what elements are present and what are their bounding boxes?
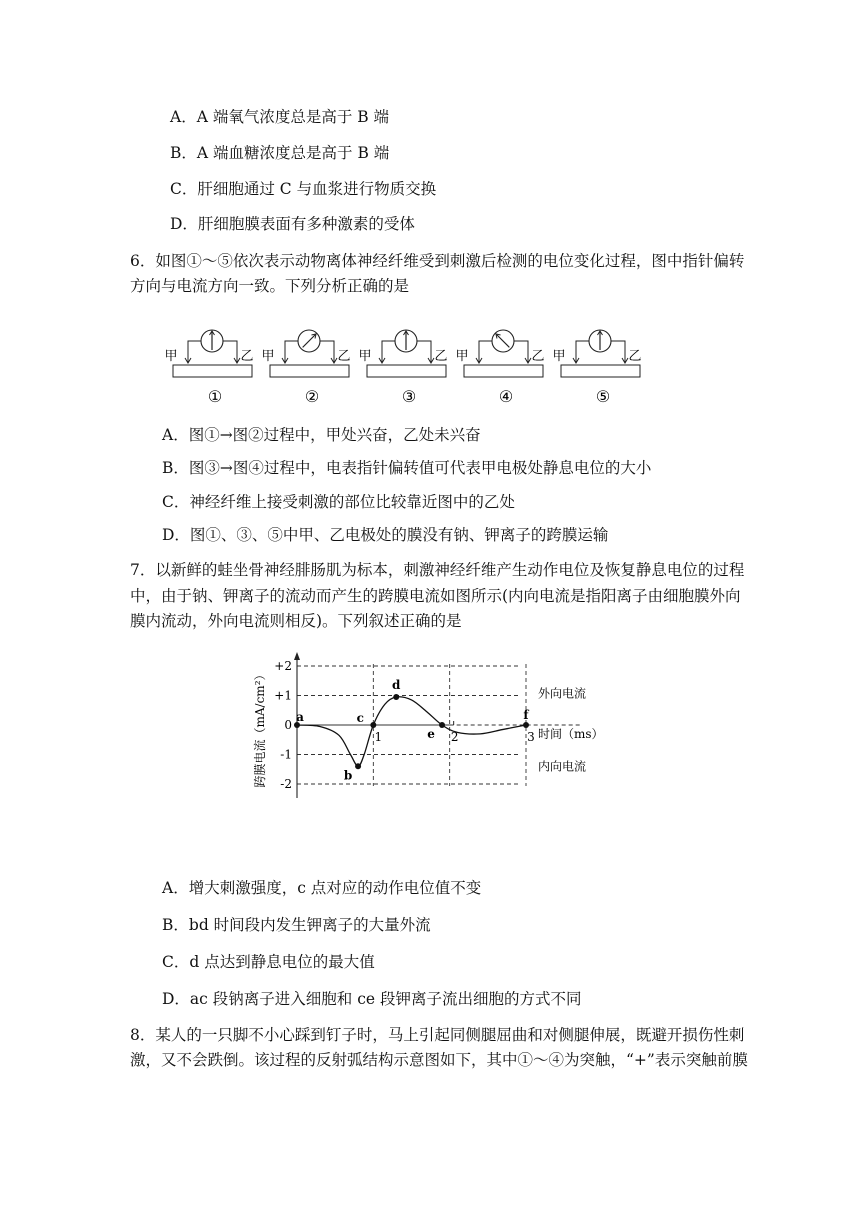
panel-number: ① <box>207 387 223 406</box>
y-tick-label: +2 <box>274 659 292 673</box>
q6-option-b: B．图③→图④过程中，电表指针偏转值可代表甲电极处静息电位的大小 <box>162 459 652 477</box>
q7-stem-line2: 中，由于钠、钾离子的流动而产生的跨膜电流如图所示(内向电流是指阳离子由细胞膜外向 <box>130 587 741 605</box>
q6-option-c: C．神经纤维上接受刺激的部位比较靠近图中的乙处 <box>162 493 515 511</box>
q5-option-b: B．A 端血糖浓度总是高于 B 端 <box>170 144 390 162</box>
meter-panel-2 <box>261 330 350 406</box>
y-tick-label: -2 <box>280 777 292 791</box>
label-jia: 甲 <box>164 349 178 364</box>
q5-option-a: A．A 端氧气浓度总是高于 B 端 <box>170 108 390 126</box>
panel-number: ③ <box>401 387 417 406</box>
panel-number: ④ <box>498 387 514 406</box>
nerve-fiber <box>367 365 446 377</box>
point-b <box>355 763 361 769</box>
x-tick-label: 2 <box>450 730 459 744</box>
q8-line1: 8．某人的一只脚不小心踩到钉子时，马上引起同侧腿屈曲和对侧腿伸展，既避开损伤性刺 <box>130 1026 745 1044</box>
point-label-b: b <box>343 768 353 783</box>
label-yi: 乙 <box>628 349 642 364</box>
membrane-current-chart <box>250 648 630 810</box>
q7-option-d: D．ac 段钠离子进入细胞和 ce 段钾离子流出细胞的方式不同 <box>162 990 582 1008</box>
q6-meter-figure <box>160 318 760 410</box>
nerve-fiber <box>464 365 543 377</box>
y-tick-label: 0 <box>284 718 292 732</box>
nerve-fiber <box>173 365 252 377</box>
q5-option-d: D．肝细胞膜表面有多种激素的受体 <box>170 215 415 233</box>
q8-line2: 激，又不会跌倒。该过程的反射弧结构示意图如下，其中①～④为突触，“+”表示突触前膜 <box>130 1051 748 1069</box>
q6-option-a: A．图①→图②过程中，甲处兴奋，乙处未兴奋 <box>162 426 481 444</box>
panel-number: ⑤ <box>595 387 611 406</box>
q6-option-d: D．图①、③、⑤中甲、乙电极处的膜没有钠、钾离子的跨膜运输 <box>162 526 609 544</box>
label-jia: 甲 <box>455 349 469 364</box>
point-label-a: a <box>296 710 304 724</box>
point-c <box>370 722 376 728</box>
point-f <box>523 722 529 728</box>
y-tick-label: -1 <box>280 747 292 762</box>
point-e <box>439 722 445 728</box>
meter-panel-1 <box>164 330 253 406</box>
panel-number: ② <box>304 387 320 406</box>
label-jia: 甲 <box>552 349 566 364</box>
q7-option-a: A．增大刺激强度，c 点对应的动作电位值不变 <box>162 879 482 897</box>
point-d <box>393 694 399 700</box>
nerve-fiber <box>561 365 640 377</box>
meter-panel-3 <box>358 330 447 406</box>
meter-panel-5 <box>552 330 641 406</box>
q7-stem-line3: 膜内流动，外向电流则相反)。下列叙述正确的是 <box>130 612 462 630</box>
label-jia: 甲 <box>261 349 275 364</box>
x-tick-label: 1 <box>374 730 383 744</box>
point-label-f: f <box>523 708 529 722</box>
y-tick-label: +1 <box>274 688 292 703</box>
inward-current-label: 内向电流 <box>538 759 587 774</box>
meter-panel-4 <box>455 330 544 406</box>
label-yi: 乙 <box>240 349 254 364</box>
q5-option-c: C．肝细胞通过 C 与血浆进行物质交换 <box>170 180 437 198</box>
label-yi: 乙 <box>337 349 351 364</box>
q7-stem-line1: 7．以新鲜的蛙坐骨神经腓肠肌为标本，刺激神经纤维产生动作电位及恢复静息电位的过程 <box>130 561 745 579</box>
label-yi: 乙 <box>531 349 545 364</box>
current-curve <box>297 697 526 767</box>
q6-stem-line1: 6．如图①～⑤依次表示动物离体神经纤维受到刺激后检测的电位变化过程，图中指针偏转 <box>130 252 745 270</box>
nerve-fiber <box>270 365 349 377</box>
q7-option-c: C．d 点达到静息电位的最大值 <box>162 953 375 971</box>
x-axis-label: 时间（ms） <box>538 727 604 741</box>
point-label-e: e <box>427 727 435 741</box>
outward-current-label: 外向电流 <box>538 686 587 701</box>
y-axis-label: 跨膜电流（mA/cm²） <box>253 668 267 788</box>
label-jia: 甲 <box>358 349 372 364</box>
label-yi: 乙 <box>434 349 448 364</box>
q6-stem-line2: 方向与电流方向一致。下列分析正确的是 <box>130 277 410 295</box>
point-label-d: d <box>392 677 401 692</box>
x-tick-label: 3 <box>527 730 535 744</box>
y-axis-arrow <box>294 652 300 660</box>
q7-option-b: B．bd 时间段内发生钾离子的大量外流 <box>162 916 431 934</box>
point-label-c: c <box>356 711 364 725</box>
